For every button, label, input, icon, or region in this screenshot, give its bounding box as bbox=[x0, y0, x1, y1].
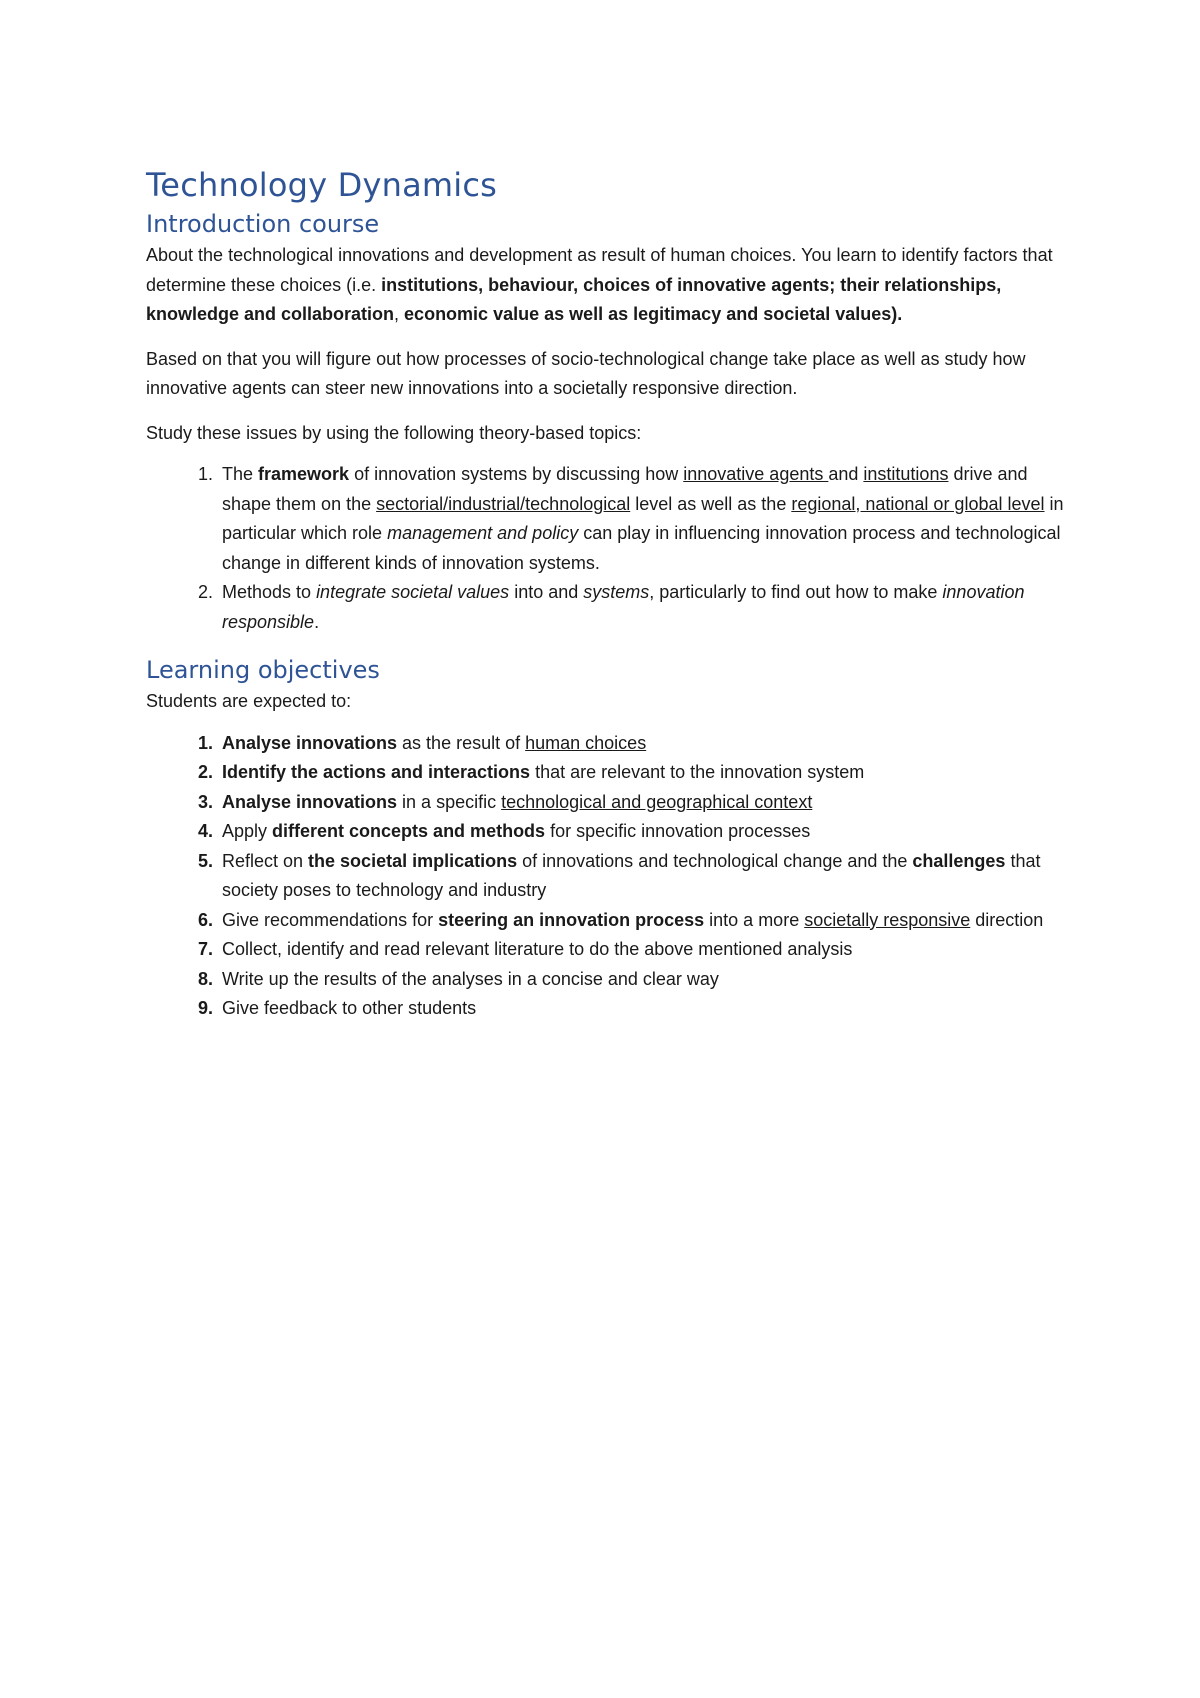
text: as the result of bbox=[397, 732, 526, 753]
bold-text: institutions, behaviour, choices of innovative agents; their relationships, knowledge and collaboration bbox=[146, 274, 1002, 324]
bold-text: challenges bbox=[912, 850, 1006, 871]
list-item bbox=[218, 578, 1066, 637]
underlined-text: institutions bbox=[863, 464, 949, 484]
text: drive and shape them on the bbox=[222, 464, 1028, 514]
text: that are relevant to the innovation system bbox=[530, 762, 865, 782]
objectives-intro: Students are expected to: bbox=[146, 691, 352, 711]
text: in a specific bbox=[397, 791, 502, 812]
text: , particularly to find out how to make bbox=[649, 582, 943, 602]
list-item bbox=[218, 935, 1066, 965]
text: in particular which role bbox=[222, 493, 1064, 543]
list-item bbox=[218, 460, 1066, 578]
bold-text: economic value as well as legitimacy and societal values bbox=[404, 304, 892, 324]
text: Give recommendations for bbox=[222, 909, 439, 930]
paragraph-study-issues: Study these issues by using the following theory-based topics: bbox=[146, 422, 642, 443]
underlined-text: societally responsive bbox=[804, 909, 971, 930]
text: Give feedback to other students bbox=[222, 998, 477, 1018]
text: into a more bbox=[704, 909, 805, 930]
text: that society poses to technology and industry bbox=[222, 850, 1041, 900]
document-body bbox=[146, 165, 1066, 1024]
text: Collect, identify and read relevant literature to do the above mentioned analysis bbox=[222, 939, 853, 959]
text: , bbox=[394, 304, 405, 324]
objectives-list bbox=[146, 729, 1066, 1024]
list-item bbox=[218, 817, 1066, 847]
list-item bbox=[218, 788, 1066, 818]
underlined-text: regional, national or global level bbox=[791, 493, 1045, 514]
topics-list bbox=[146, 460, 1066, 637]
bold-text: steering an innovation process bbox=[438, 909, 705, 930]
italic-text: innovation responsible bbox=[222, 582, 1025, 632]
bold-text: the societal implications bbox=[308, 850, 518, 871]
italic-text: management and policy bbox=[387, 523, 579, 543]
text: direction bbox=[970, 909, 1044, 930]
learning-objectives-heading: Learning objectives bbox=[146, 656, 380, 684]
bold-text: framework bbox=[258, 464, 350, 484]
text: Apply bbox=[222, 821, 273, 841]
bold-text: ). bbox=[891, 304, 903, 324]
list-item bbox=[218, 847, 1066, 906]
bold-text: Analyse innovations bbox=[222, 732, 398, 753]
text: . bbox=[314, 611, 320, 632]
underlined-text: innovative agents bbox=[683, 464, 829, 484]
text: of innovations and technological change and the bbox=[517, 850, 913, 871]
text: into and bbox=[509, 582, 584, 602]
underlined-text: sectorial/industrial/technological bbox=[376, 493, 631, 514]
bold-text: Identify the actions and interactions bbox=[222, 762, 531, 782]
text: level as well as the bbox=[630, 493, 792, 514]
text: for specific innovation processes bbox=[545, 821, 811, 841]
document-title: Technology Dynamics bbox=[146, 166, 498, 204]
list-item bbox=[218, 906, 1066, 936]
intro-paragraph bbox=[146, 241, 1066, 330]
italic-text: systems bbox=[583, 582, 650, 602]
underlined-text: technological and geographical context bbox=[501, 791, 813, 812]
intro-heading: Introduction course bbox=[146, 210, 380, 238]
list-item bbox=[218, 965, 1066, 995]
list-item bbox=[218, 994, 1066, 1024]
list-item bbox=[218, 729, 1066, 759]
text: Write up the results of the analyses in a concise and clear way bbox=[222, 968, 719, 989]
list-item bbox=[218, 758, 1066, 788]
text: The bbox=[222, 464, 259, 484]
text: Methods to bbox=[222, 582, 317, 602]
text: of innovation systems by discussing how bbox=[349, 464, 684, 484]
italic-text: integrate societal values bbox=[316, 582, 510, 602]
text: About the technological innovations and development as result of human choices. You learn to identify factors that determine these choices (i.e. bbox=[146, 245, 1053, 295]
bold-text: different concepts and methods bbox=[272, 821, 546, 841]
text: can play in influencing innovation process and technological change in different kinds of innovation systems. bbox=[222, 523, 1061, 573]
text: Reflect on bbox=[222, 850, 309, 871]
paragraph-socio-technological: Based on that you will figure out how processes of socio-technological change take place as well as study how innovative agents can steer new innovations into a societally responsive direction. bbox=[146, 348, 1026, 398]
underlined-text: human choices bbox=[525, 732, 647, 753]
text: and bbox=[828, 464, 864, 484]
bold-text: Analyse innovations bbox=[222, 791, 398, 812]
